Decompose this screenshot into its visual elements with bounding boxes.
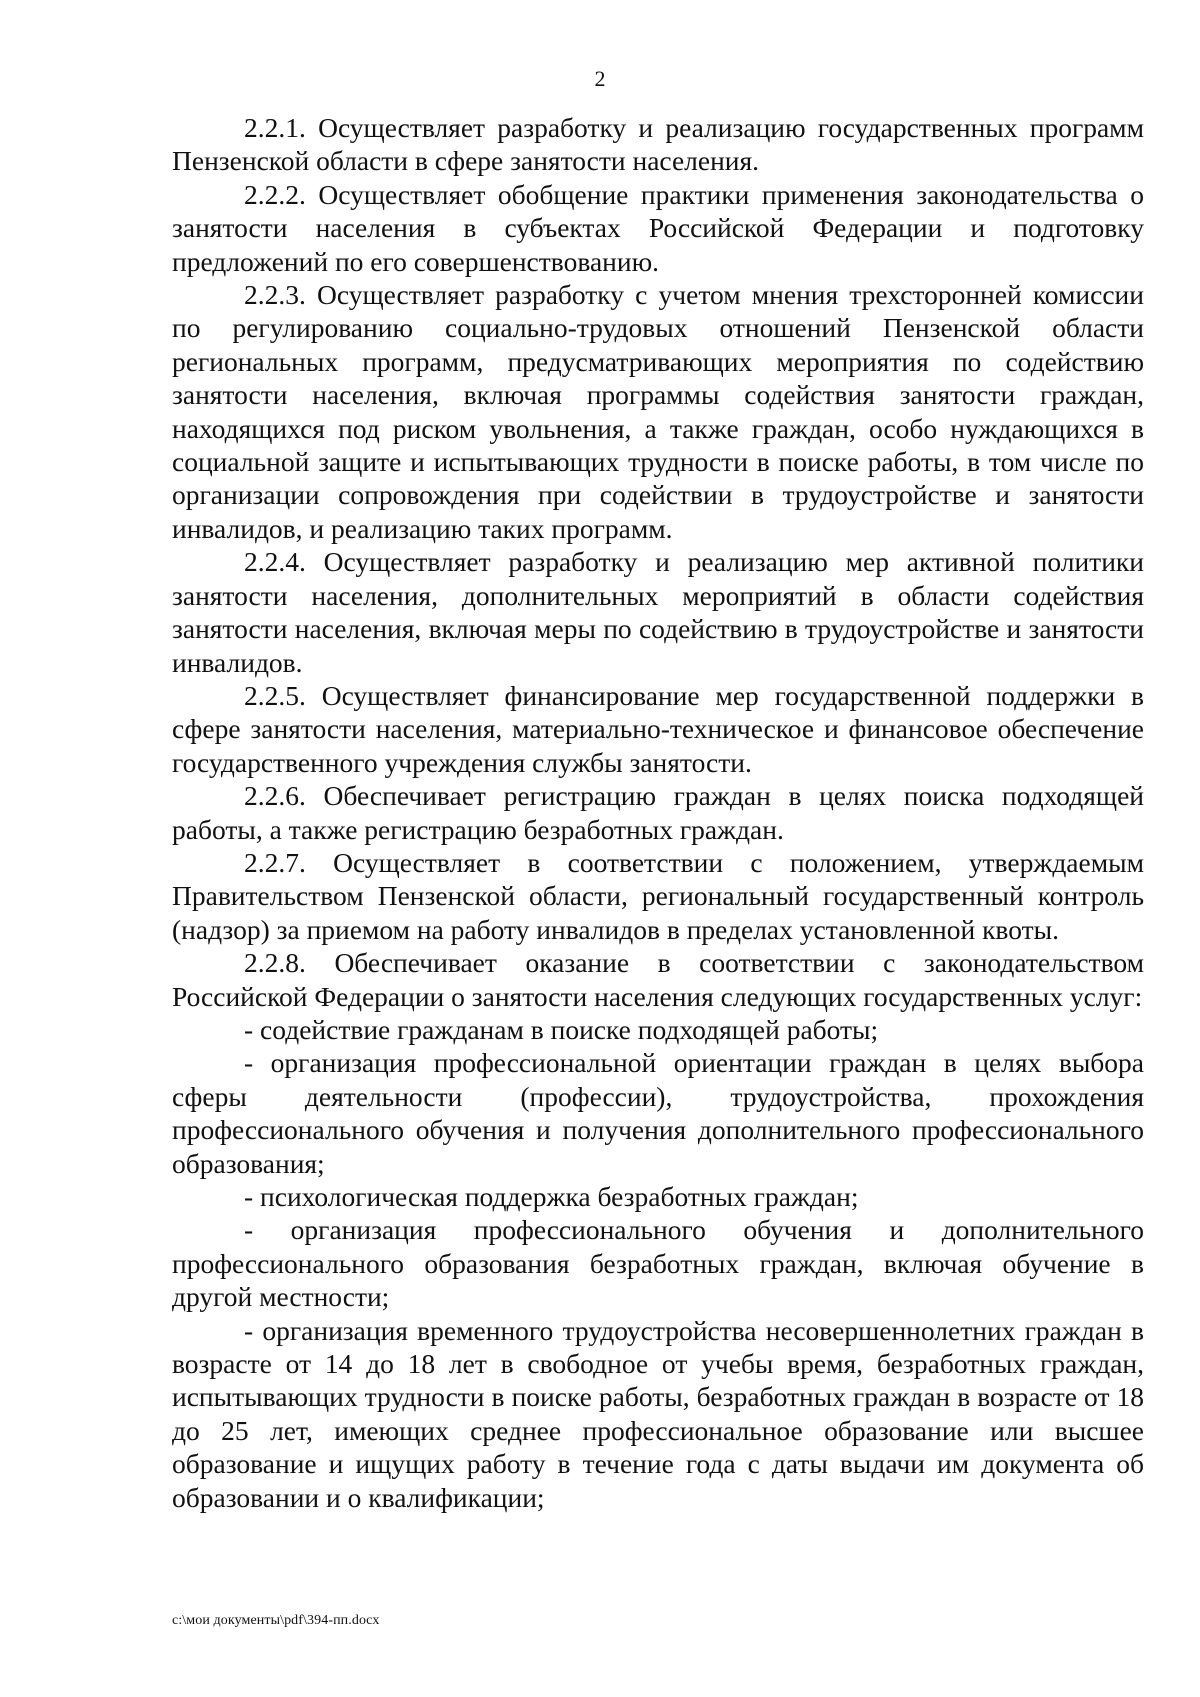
paragraph-2-2-3: 2.2.3. Осуществляет разработку с учетом мнения трехсторонней комиссии по регулированию социально-трудовых отношений Пензенской области региональных программ, предусматривающих мероприятия по содействию занятости населения, включая программы содействия занятости граждан, находящихся под риском увольнения, а также граждан, особо нуждающихся в социальной защите и испытывающих трудности в поиске работы, в том числе по организации сопровождения при содействии в трудоустройстве и занятости инвалидов, и реализацию таких программ.: [172, 279, 1144, 544]
paragraph-2-2-8: 2.2.8. Обеспечивает оказание в соответствии с законодательством Российской Федерации о занятости населения следующих государственных услуг:: [172, 947, 1144, 1012]
document-body: [172, 111, 1144, 1514]
footer-file-path: c:\мои документы\pdf\394-пп.docx: [172, 1613, 380, 1628]
paragraph-2-2-7: 2.2.7. Осуществляет в соответствии с положением, утверждаемым Правительством Пензенской области, региональный государственный контроль (надзор) за приемом на работу инвалидов в пределах установленной квоты.: [172, 846, 1144, 945]
list-item-vocational-training: - организация профессионального обучения и дополнительного профессионального образования безработных граждан, включая обучение в другой местности;: [172, 1214, 1144, 1313]
paragraph-2-2-5: 2.2.5. Осуществляет финансирование мер государственной поддержки в сфере занятости населения, материально-техническое и финансовое обеспечение государственного учреждения службы занятости.: [172, 679, 1144, 778]
list-item-temporary-employment: - организация временного трудоустройства несовершеннолетних граждан в возрасте от 14 до 18 лет в свободное от учебы время, безработных граждан, испытывающих трудности в поиске работы, безработных граждан в возрасте от 18 до 25 лет, имеющих среднее профессиональное образование или высшее образование и ищущих работу в течение года с даты выдачи им документа об образовании и о квалификации;: [172, 1314, 1144, 1513]
page-number: 2: [594, 66, 606, 91]
list-item-psychological-support: - психологическая поддержка безработных граждан;: [244, 1181, 859, 1212]
list-item-job-search-assistance: - содействие гражданам в поиске подходящей работы;: [244, 1013, 879, 1045]
paragraph-2-2-2: 2.2.2. Осуществляет обобщение практики применения законодательства о занятости населения в субъектах Российской Федерации и подготовку предложений по его совершенствованию.: [172, 178, 1144, 277]
paragraph-2-2-1: 2.2.1. Осуществляет разработку и реализацию государственных программ Пензенской области в сфере занятости населения.: [172, 112, 1144, 177]
paragraph-2-2-4: 2.2.4. Осуществляет разработку и реализацию мер активной политики занятости населения, дополнительных мероприятий в области содействия занятости населения, включая меры по содействию в трудоустройстве и занятости инвалидов.: [172, 546, 1144, 678]
list-item-career-guidance: - организация профессиональной ориентации граждан в целях выбора сферы деятельности (профессии), трудоустройства, прохождения профессионального обучения и получения дополнительного профессионального образования;: [172, 1047, 1144, 1179]
paragraph-2-2-6: 2.2.6. Обеспечивает регистрацию граждан в целях поиска подходящей работы, а также регистрацию безработных граждан.: [172, 780, 1144, 845]
